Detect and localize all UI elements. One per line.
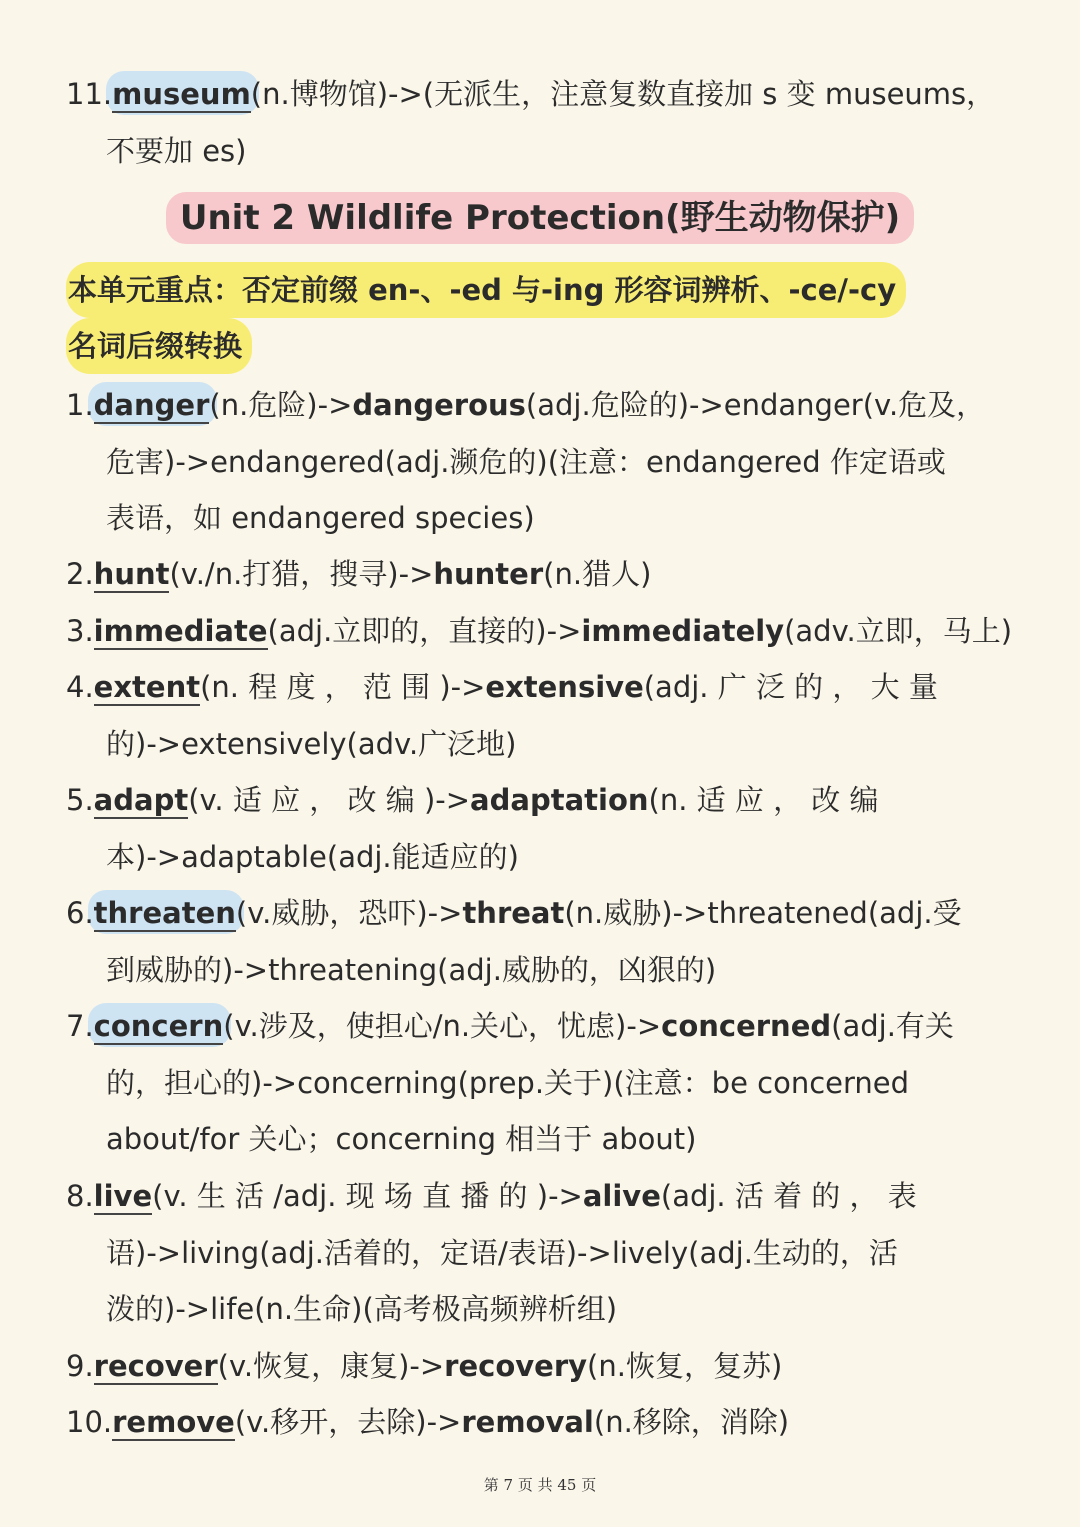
derivative: threat [462,896,565,930]
entry-text: (v.移开，去除)-> [234,1405,462,1439]
focus-line-1: 本单元重点：否定前缀 en-、-ed 与-ing 形容词辨析、-ce/-cy [66,262,906,318]
keyword: extent [93,670,201,704]
entry-continuation: about/for 关心；concerning 相当于 about) [106,1122,697,1156]
keyword: recover [93,1349,218,1383]
vocab-entry-1 [66,377,1016,547]
entry-continuation: 危害)->endangered(adj.濒危的)(注意：endangered 作定语或 [106,444,946,479]
derivative: immediately [581,614,785,648]
derivative: removal [461,1405,594,1439]
entry-number: 9. [66,1349,94,1383]
entry-continuation: 语)->living(adj.活着的，定语/表语)->lively(adj.生动的，活 [106,1235,898,1270]
derivative: recovery [444,1349,588,1383]
vocab-entry-9 [66,1338,1016,1395]
vocab-entry-10 [66,1394,1016,1451]
entry-text: (v.威胁，恐吓)-> [235,896,463,930]
entry-text: (n.猎人) [543,557,652,591]
entry-text: (n.移除，消除) [593,1405,790,1439]
entry-number: 2. [66,557,94,591]
entry-number: 10. [66,1405,113,1439]
vocab-entry-6 [66,885,1016,998]
entry-text: (v.恢复，康复)-> [217,1349,445,1383]
keyword: hunt [93,557,170,591]
entry-text: (v. 适 应 ， 改 编 )-> [188,783,471,817]
vocab-entry-5 [66,772,1016,885]
derivative: dangerous [352,388,526,422]
vocab-entry-4 [66,659,1016,772]
entry-continuation: 泼的)->life(n.生命)(高考极高频辨析组) [106,1292,618,1326]
keyword: adapt [93,783,189,817]
entry-text: (n. 程 度 ， 范 围 )-> [200,670,486,704]
vocab-entry-8 [66,1168,1016,1338]
entry-text: (v.涉及，使担心/n.关心，忧虑)-> [223,1009,662,1043]
entry-continuation: 表语，如 endangered species) [106,501,535,535]
keyword: remove [112,1405,235,1439]
entry-number: 5. [66,783,94,817]
entry-continuation: 到威胁的)->threatening(adj.威胁的，凶狠的) [106,952,717,987]
entry-continuation: 的，担心的)->concerning(prep.关于)(注意：be concerned [106,1065,910,1100]
unit-title: Unit 2 Wildlife Protection(野生动物保护) [166,192,914,244]
derivative: adaptation [470,783,649,817]
entry-number: 11. [66,77,113,111]
derivative: alive [582,1179,661,1213]
keyword: concern [94,1009,224,1045]
derivative: extensive [485,670,644,704]
keyword: threaten [94,896,236,932]
entry-text: (n.博物馆)->(无派生，注意复数直接加 s 变 museums， [250,77,996,111]
entry-text: (adv.立即，马上) [784,614,1013,648]
entry-continuation: 的)->extensively(adv.广泛地) [106,726,517,761]
vocab-entry-3 [66,603,1016,660]
vocab-entry-7 [66,998,1016,1168]
keyword: museum [112,77,251,113]
unit-title-wrap [0,192,1080,244]
entry-text: (adj.立即的，直接的)-> [267,614,582,648]
entry-text: (adj. 活 着 的 ， 表 [660,1179,917,1213]
keyword: live [93,1179,153,1213]
derivative: concerned [661,1009,832,1043]
entry-text: (n. 适 应 ， 改 编 [648,783,879,817]
entry-text: (adj.有关 [831,1009,954,1043]
entry-continuation: 不要加 es) [106,133,247,168]
entry-text: (n.危险)-> [209,388,353,422]
entry-continuation: 本)->adaptable(adj.能适应的) [106,839,519,874]
entry-text: (v./n.打猎，搜寻)-> [169,557,434,591]
entry-number: 6. [66,896,94,930]
entry-text: (n.威胁)->threatened(adj.受 [564,896,962,930]
vocab-entry-2 [66,546,1016,603]
focus-line-2: 名词后缀转换 [66,318,252,374]
entry-number: 3. [66,614,94,648]
entry-text: (adj. 广 泛 的 ， 大 量 [643,670,938,704]
entry-number: 4. [66,670,94,704]
vocab-entry-11 [66,66,1016,179]
entry-number: 1. [66,388,94,422]
keyword: danger [94,388,210,424]
derivative: hunter [433,557,544,591]
entry-number: 7. [66,1009,94,1043]
entry-text: (v. 生 活 /adj. 现 场 直 播 的 )-> [152,1179,583,1213]
entry-text: (n.恢复，复苏) [587,1349,783,1383]
unit-focus [66,262,1026,374]
keyword: immediate [93,614,268,648]
entry-number: 8. [66,1179,94,1213]
page-number: 第 7 页 共 45 页 [483,1476,597,1494]
entry-text: (adj.危险的)->endanger(v.危及， [525,388,986,422]
